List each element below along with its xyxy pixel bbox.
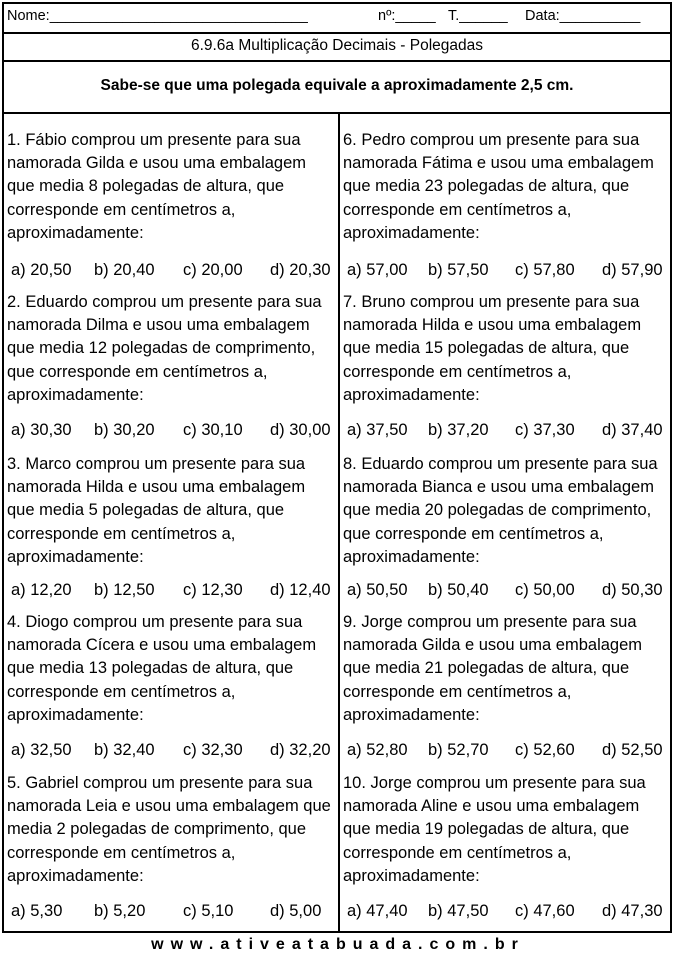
class-field: T.______ (448, 8, 508, 24)
option-d[interactable]: d) 57,90 (602, 261, 663, 279)
option-c[interactable]: c) 20,00 (183, 261, 243, 279)
website-footer: www.ativeatabuada.com.br (151, 936, 525, 953)
option-b[interactable]: b) 57,50 (428, 261, 489, 279)
question-9 (343, 611, 671, 759)
question-text: 9. Jorge comprou um presente para sua namorada Gilda e usou uma embalagem que media 21 polegadas de altura, que corresponde em centímetros a, aproximadamente: (343, 613, 643, 724)
question-text: 6. Pedro comprou um presente para sua namorada Fátima e usou uma embalagem que media 23 polegadas de altura, que corresponde em centímetros a, aproximadamente: (343, 131, 654, 242)
question-text: 2. Eduardo comprou um presente para sua namorada Dilma e usou uma embalagem que media 12 polegadas de comprimento, que corresponde em centímetros a, aproximadamente: (7, 293, 322, 404)
question-7 (343, 291, 671, 439)
option-c[interactable]: c) 57,80 (515, 261, 575, 279)
option-a[interactable]: a) 50,50 (347, 581, 408, 599)
intro-statement: Sabe-se que uma polegada equivale a aproximadamente 2,5 cm. (4, 60, 670, 114)
option-d[interactable]: d) 5,00 (270, 902, 322, 920)
option-a[interactable]: a) 5,30 (11, 902, 63, 920)
option-a[interactable]: a) 30,30 (11, 421, 72, 439)
column-divider (338, 112, 340, 931)
question-text: 8. Eduardo comprou um presente para sua namorada Bianca e usou uma embalagem que media 20 polegadas de comprimento, que corresponde em centímetros a, aproximadamente: (343, 455, 658, 566)
option-b[interactable]: b) 52,70 (428, 741, 489, 759)
name-field: Nome:________________________________ (7, 8, 308, 24)
question-text: 4. Diogo comprou um presente para sua namorada Cícera e usou uma embalagem que media 13 polegadas de altura, que corresponde em centímetros a, aproximadamente: (7, 613, 317, 724)
option-c[interactable]: c) 30,10 (183, 421, 243, 439)
option-b[interactable]: b) 12,50 (94, 581, 155, 599)
option-a[interactable]: a) 52,80 (347, 741, 408, 759)
option-c[interactable]: c) 47,60 (515, 902, 575, 920)
worksheet-title: 6.9.6a Multiplicação Decimais - Polegadas (4, 32, 670, 62)
option-c[interactable]: c) 37,30 (515, 421, 575, 439)
option-a[interactable]: a) 20,50 (11, 261, 72, 279)
option-b[interactable]: b) 5,20 (94, 902, 146, 920)
option-d[interactable]: d) 37,40 (602, 421, 663, 439)
option-a[interactable]: a) 32,50 (11, 741, 72, 759)
question-8 (343, 453, 671, 599)
option-b[interactable]: b) 47,50 (428, 902, 489, 920)
option-d[interactable]: d) 30,00 (270, 421, 331, 439)
option-a[interactable]: a) 57,00 (347, 261, 408, 279)
question-5 (7, 772, 335, 920)
worksheet (2, 2, 672, 933)
question-4 (7, 611, 335, 759)
option-a[interactable]: a) 12,20 (11, 581, 72, 599)
question-3 (7, 453, 335, 599)
option-c[interactable]: c) 50,00 (515, 581, 575, 599)
option-c[interactable]: c) 5,10 (183, 902, 234, 920)
option-d[interactable]: d) 20,30 (270, 261, 331, 279)
option-c[interactable]: c) 32,30 (183, 741, 243, 759)
option-b[interactable]: b) 50,40 (428, 581, 489, 599)
option-b[interactable]: b) 20,40 (94, 261, 155, 279)
number-field: nº:_____ (378, 8, 436, 24)
option-d[interactable]: d) 52,50 (602, 741, 663, 759)
question-2 (7, 291, 335, 439)
question-6 (343, 129, 671, 279)
question-text: 5. Gabriel comprou um presente para sua namorada Leia e usou uma embalagem que media 2 polegadas de comprimento, que corresponde em centímetros a, aproximadamente: (7, 774, 331, 885)
option-d[interactable]: d) 12,40 (270, 581, 331, 599)
option-d[interactable]: d) 32,20 (270, 741, 331, 759)
option-d[interactable]: d) 47,30 (602, 902, 663, 920)
option-b[interactable]: b) 37,20 (428, 421, 489, 439)
question-text: 1. Fábio comprou um presente para sua namorada Gilda e usou uma embalagem que media 8 polegadas de altura, que corresponde em centímetros a, aproximadamente: (7, 131, 307, 242)
question-text: 3. Marco comprou um presente para sua namorada Hilda e usou uma embalagem que media 5 polegadas de altura, que corresponde em centímetros a, aproximadamente: (7, 455, 306, 566)
option-a[interactable]: a) 37,50 (347, 421, 408, 439)
question-1 (7, 129, 335, 279)
option-c[interactable]: c) 12,30 (183, 581, 243, 599)
student-info-row (4, 4, 670, 34)
option-a[interactable]: a) 47,40 (347, 902, 408, 920)
question-text: 7. Bruno comprou um presente para sua namorada Hilda e usou uma embalagem que media 15 polegadas de altura, que corresponde em centímetros a, aproximadamente: (343, 293, 642, 404)
option-d[interactable]: d) 50,30 (602, 581, 663, 599)
option-b[interactable]: b) 30,20 (94, 421, 155, 439)
date-field: Data:__________ (525, 8, 641, 24)
question-10 (343, 772, 671, 920)
option-c[interactable]: c) 52,60 (515, 741, 575, 759)
question-text: 10. Jorge comprou um presente para sua namorada Aline e usou uma embalagem que media 19 polegadas de altura, que corresponde em centímetros a, aproximadamente: (343, 774, 646, 885)
option-b[interactable]: b) 32,40 (94, 741, 155, 759)
